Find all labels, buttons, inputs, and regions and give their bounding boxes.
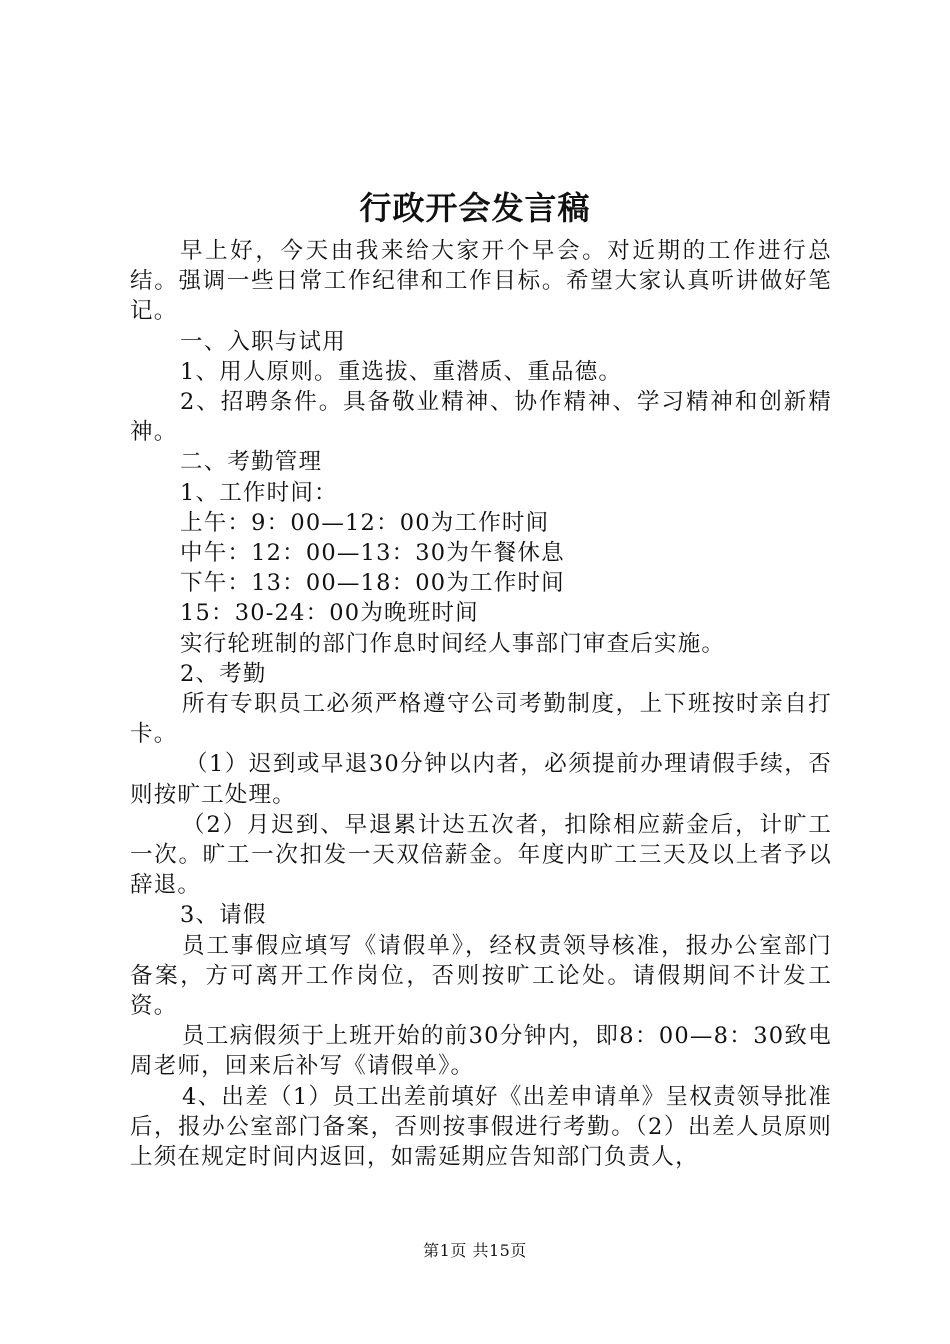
subheading-leave: 3、请假	[180, 902, 267, 929]
schedule-night-shift: 15：30-24：00为晚班时间	[180, 600, 479, 627]
paragraph-late-rule-1: （1）迟到或早退30分钟以内者，必须提前办理请假手续，否则按旷工处理。	[130, 751, 832, 808]
paragraph-sick-leave: 员工病假须于上班开始的前30分钟内，即8：00—8：30致电周老师，回来后补写《请假单》。	[130, 1023, 832, 1080]
page-footer: 第1页 共15页	[423, 1241, 527, 1260]
paragraph-shift-system: 实行轮班制的部门作息时间经人事部门审查后实施。	[180, 630, 726, 657]
section-heading-attendance: 二、考勤管理	[180, 449, 323, 476]
paragraph-business-trip: 4、出差（1）员工出差前填好《出差申请单》呈权责领导批准后，报办公室部门备案，否则按事假进行考勤。（2）出差人员原则上须在规定时间内返回，如需延期应告知部门负责人，	[130, 1083, 832, 1171]
section-heading-onboarding: 一、入职与试用	[180, 328, 346, 355]
subheading-attendance: 2、考勤	[180, 660, 267, 687]
paragraph-greeting: 早上好，今天由我来给大家开个早会。对近期的工作进行总结。强调一些日常工作纪律和工作目标。希望大家认真听讲做好笔记。	[130, 238, 832, 325]
schedule-afternoon: 下午：13：00—18：00为工作时间	[180, 570, 565, 597]
paragraph-work-hours: 1、工作时间：	[180, 479, 338, 506]
schedule-morning: 上午：9：00—12：00为工作时间	[180, 509, 550, 536]
paragraph-hiring-conditions: 2、招聘条件。具备敬业精神、协作精神、学习精神和创新精神。	[130, 389, 832, 446]
document-body	[130, 236, 832, 1172]
paragraph-hiring-principle: 1、用人原则。重选拔、重潜质、重品德。	[180, 358, 623, 385]
paragraph-clock-in: 所有专职员工必须严格遵守公司考勤制度，上下班按时亲自打卡。	[130, 691, 832, 748]
paragraph-personal-leave: 员工事假应填写《请假单》，经权责领导核准，报办公室部门备案，方可离开工作岗位，否则按旷工论处。请假期间不计发工资。	[130, 932, 832, 1020]
document-title: 行政开会发言稿	[359, 189, 591, 227]
paragraph-late-rule-2: （2）月迟到、早退累计达五次者，扣除相应薪金后，计旷工一次。旷工一次扣发一天双倍薪金。年度内旷工三天及以上者予以辞退。	[130, 811, 832, 899]
schedule-noon: 中午：12：00—13：30为午餐休息	[180, 540, 565, 567]
